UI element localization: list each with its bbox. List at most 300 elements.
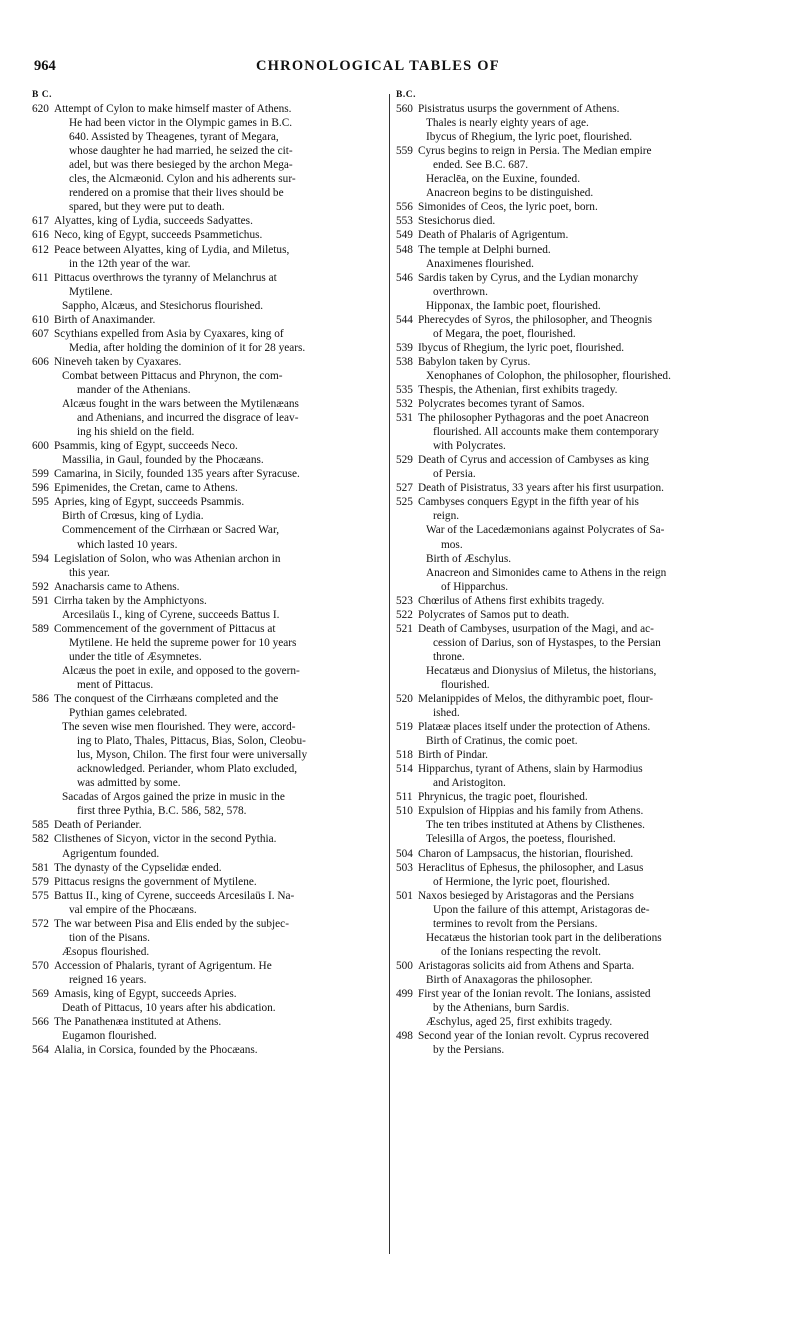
entry-line: First year of the Ionian revolt. The Ionians, assisted bbox=[418, 988, 651, 1000]
entry-line: Media, after holding the dominion of it for 28 years. bbox=[69, 341, 306, 354]
entry-year: 559 bbox=[396, 145, 413, 158]
chronology-entry bbox=[396, 973, 762, 987]
chronology-entry bbox=[32, 313, 388, 327]
page-number: 964 bbox=[34, 58, 56, 74]
chronology-entry bbox=[396, 481, 762, 495]
chronology-entry bbox=[32, 495, 388, 509]
chronology-entry bbox=[32, 917, 388, 945]
entry-text bbox=[418, 355, 762, 369]
entry-text bbox=[418, 228, 762, 242]
entry-text bbox=[54, 720, 388, 790]
entry-line: Anacreon and Simonides came to Athens in the reign bbox=[426, 566, 667, 579]
entry-text bbox=[54, 1043, 388, 1057]
chronology-entry bbox=[396, 664, 762, 692]
entry-line: Sardis taken by Cyrus, and the Lydian monarchy bbox=[418, 271, 639, 284]
chronology-entry bbox=[396, 172, 762, 186]
entry-year: 607 bbox=[32, 327, 49, 340]
chronology-entry bbox=[396, 102, 762, 116]
entry-text bbox=[54, 945, 388, 959]
entry-text bbox=[418, 200, 762, 214]
entry-text bbox=[418, 889, 762, 931]
chronology-entry bbox=[32, 664, 388, 692]
chronology-entry bbox=[396, 1015, 762, 1029]
chronology-entry bbox=[32, 1029, 388, 1043]
entry-text bbox=[54, 594, 388, 608]
chronology-entry bbox=[32, 720, 388, 790]
chronology-entry bbox=[32, 369, 388, 397]
entry-line: Aristagoras solicits aid from Athens and Sparta. bbox=[418, 959, 635, 972]
chronology-entry bbox=[32, 945, 388, 959]
entry-year: 564 bbox=[32, 1044, 49, 1057]
entry-year: 500 bbox=[396, 959, 413, 972]
entry-line: Naxos besieged by Aristagoras and the Persians bbox=[418, 889, 634, 902]
entry-line: Polycrates of Samos put to death. bbox=[418, 608, 570, 621]
entry-year bbox=[396, 931, 418, 959]
entry-year bbox=[396, 130, 418, 144]
entry-text bbox=[418, 664, 762, 692]
entry-line: Expulsion of Hippias and his family from Athens. bbox=[418, 805, 644, 818]
entry-line: Alcæus fought in the wars between the Mytilenæans bbox=[62, 398, 299, 411]
chronology-entry bbox=[32, 552, 388, 580]
entry-year: 595 bbox=[32, 496, 49, 509]
entry-year: 535 bbox=[396, 383, 413, 396]
entry-line: Pythian games celebrated. bbox=[69, 707, 188, 720]
entry-text bbox=[54, 692, 388, 720]
chronology-entry bbox=[32, 847, 388, 861]
chronology-entry bbox=[32, 397, 388, 439]
entry-line: Commencement of the government of Pittacus at bbox=[54, 622, 276, 635]
chronology-entry bbox=[396, 566, 762, 594]
entry-text bbox=[418, 720, 762, 734]
entry-text bbox=[54, 243, 388, 271]
entry-text bbox=[418, 299, 762, 313]
chronology-entry bbox=[32, 959, 388, 987]
entry-text bbox=[418, 959, 762, 973]
chronology-entry bbox=[396, 790, 762, 804]
entry-text bbox=[418, 186, 762, 200]
entry-line: Birth of Cratinus, the comic poet. bbox=[426, 735, 578, 748]
entry-line: Birth of Anaxagoras the philosopher. bbox=[426, 973, 593, 986]
entry-line: first three Pythia, B.C. 586, 582, 578. bbox=[77, 805, 247, 818]
chronology-entry bbox=[32, 271, 388, 299]
entry-year: 572 bbox=[32, 917, 49, 930]
entry-text bbox=[418, 257, 762, 271]
entry-year: 523 bbox=[396, 594, 413, 607]
entry-line: Clisthenes of Sicyon, victor in the second Pythia. bbox=[54, 833, 277, 846]
chronology-entry bbox=[396, 369, 762, 383]
chronology-entry bbox=[396, 523, 762, 551]
entry-year: 521 bbox=[396, 622, 413, 635]
entry-year: 579 bbox=[32, 875, 49, 888]
entry-line: The seven wise men flourished. They were, accord- bbox=[62, 721, 296, 734]
entry-text bbox=[54, 818, 388, 832]
entry-line: Neco, king of Egypt, succeeds Psammetichus. bbox=[54, 229, 263, 242]
entry-year bbox=[32, 509, 54, 523]
entry-year bbox=[396, 566, 418, 594]
chronology-entry bbox=[32, 243, 388, 271]
entry-line: Attempt of Cylon to make himself master of Athens. bbox=[54, 103, 292, 116]
entry-line: overthrown. bbox=[433, 285, 488, 298]
chronology-entry bbox=[32, 1015, 388, 1029]
chronology-entry bbox=[396, 832, 762, 846]
entry-year: 594 bbox=[32, 552, 49, 565]
chronology-entry bbox=[396, 243, 762, 257]
entry-text bbox=[54, 552, 388, 580]
entry-text bbox=[54, 313, 388, 327]
entry-line: with Polycrates. bbox=[433, 440, 506, 453]
entry-line: Ibycus of Rhegium, the lyric poet, flourished. bbox=[426, 131, 633, 144]
chronology-entry bbox=[396, 116, 762, 130]
entry-line: Thespis, the Athenian, first exhibits tragedy. bbox=[418, 383, 618, 396]
entry-line: of Persia. bbox=[433, 468, 476, 481]
entry-text bbox=[54, 397, 388, 439]
entry-year bbox=[396, 523, 418, 551]
entry-line: Polycrates becomes tyrant of Samos. bbox=[418, 398, 585, 411]
entry-line: Camarina, in Sicily, founded 135 years after Syracuse. bbox=[54, 468, 300, 481]
chronology-entry bbox=[32, 327, 388, 355]
entry-text bbox=[54, 847, 388, 861]
entry-year: 499 bbox=[396, 988, 413, 1000]
entry-line: val empire of the Phocæans. bbox=[69, 903, 197, 916]
chronology-entry bbox=[396, 762, 762, 790]
entry-year: 591 bbox=[32, 594, 49, 607]
entry-year: 520 bbox=[396, 693, 413, 706]
chronology-entry bbox=[396, 271, 762, 299]
entry-year: 527 bbox=[396, 482, 413, 495]
entry-line: mander of the Athenians. bbox=[77, 383, 191, 396]
entry-year: 606 bbox=[32, 355, 49, 368]
entry-line: Birth of Anaximander. bbox=[54, 313, 156, 326]
entry-line: Hecatæus the historian took part in the deliberations bbox=[426, 931, 662, 944]
chronology-entry bbox=[396, 692, 762, 720]
entry-text bbox=[54, 495, 388, 509]
entry-text bbox=[54, 214, 388, 228]
chronology-entry bbox=[396, 228, 762, 242]
entry-year: 570 bbox=[32, 959, 49, 972]
entry-line: under the title of Æsymnetes. bbox=[69, 650, 202, 663]
entry-text bbox=[54, 271, 388, 299]
entry-line: reigned 16 years. bbox=[69, 973, 147, 986]
chronology-entry bbox=[32, 692, 388, 720]
entry-text bbox=[418, 383, 762, 397]
chronology-entry bbox=[396, 861, 762, 889]
entry-line: Heraclitus of Ephesus, the philosopher, and Lasus bbox=[418, 861, 644, 874]
entry-line: The philosopher Pythagoras and the poet Anacreon bbox=[418, 412, 649, 425]
chronology-entry bbox=[396, 959, 762, 973]
entry-line: ing to Plato, Thales, Pittacus, Bias, Solon, Cleobu- bbox=[77, 735, 306, 748]
entry-line: was admitted by some. bbox=[77, 777, 181, 790]
entry-line: and Aristogiton. bbox=[433, 777, 506, 790]
entry-year: 503 bbox=[396, 861, 413, 874]
entry-line: Anacharsis came to Athens. bbox=[54, 580, 180, 593]
entry-line: The conquest of the Cirrhæans completed and the bbox=[54, 693, 279, 706]
entry-text bbox=[54, 228, 388, 242]
entry-year: 592 bbox=[32, 580, 49, 593]
entry-line: reign. bbox=[433, 510, 460, 523]
entry-text bbox=[418, 931, 762, 959]
chronology-entry bbox=[396, 397, 762, 411]
entry-text bbox=[418, 313, 762, 341]
chronology-entry bbox=[396, 622, 762, 664]
entry-year: 510 bbox=[396, 805, 413, 818]
entry-line: Anaximenes flourished. bbox=[426, 257, 534, 270]
entry-text bbox=[418, 762, 762, 790]
entry-line: Pittacus overthrows the tyranny of Melanchrus at bbox=[54, 271, 277, 284]
entry-year: 553 bbox=[396, 215, 413, 228]
entry-line: Alalia, in Corsica, founded by the Phocæans. bbox=[54, 1044, 258, 1057]
entry-text bbox=[54, 369, 388, 397]
entry-line: Combat between Pittacus and Phrynon, the com- bbox=[62, 369, 283, 382]
entry-line: Thales is nearly eighty years of age. bbox=[426, 117, 589, 130]
entry-text bbox=[54, 102, 388, 214]
entry-line: whose daughter he had married, he seized the cit- bbox=[69, 145, 293, 158]
chronology-entry bbox=[32, 987, 388, 1001]
chronology-entry bbox=[32, 228, 388, 242]
entry-text bbox=[418, 411, 762, 453]
chronology-entry bbox=[396, 186, 762, 200]
entry-year: 504 bbox=[396, 847, 413, 860]
entry-text bbox=[54, 327, 388, 355]
right-column bbox=[396, 88, 762, 1057]
entry-line: and Athenians, and incurred the disgrace of leav- bbox=[77, 412, 299, 425]
entry-text bbox=[418, 243, 762, 257]
chronology-entry bbox=[396, 987, 762, 1015]
entry-line: Alcæus the poet in exile, and opposed to the govern- bbox=[62, 664, 300, 677]
entry-text bbox=[418, 734, 762, 748]
entry-line: The ten tribes instituted at Athens by Clisthenes. bbox=[426, 819, 646, 832]
chronology-entry bbox=[32, 861, 388, 875]
entry-line: Pittacus resigns the government of Mytilene. bbox=[54, 875, 257, 888]
page-header bbox=[0, 58, 800, 80]
entry-year bbox=[396, 734, 418, 748]
entry-year bbox=[396, 818, 418, 832]
entry-year bbox=[396, 973, 418, 987]
chronology-entry bbox=[32, 818, 388, 832]
entry-text bbox=[418, 523, 762, 551]
entry-year: 514 bbox=[396, 763, 413, 776]
entry-year bbox=[396, 299, 418, 313]
entry-line: Death of Periander. bbox=[54, 819, 142, 832]
entry-year: 585 bbox=[32, 819, 49, 832]
entry-text bbox=[54, 1029, 388, 1043]
entry-text bbox=[418, 594, 762, 608]
entry-line: Epimenides, the Cretan, came to Athens. bbox=[54, 482, 238, 495]
entry-text bbox=[418, 453, 762, 481]
entry-line: Peace between Alyattes, king of Lydia, and Miletus, bbox=[54, 243, 290, 256]
entry-line: Death of Cyrus and accession of Cambyses as king bbox=[418, 454, 649, 467]
bc-label: B.C. bbox=[396, 90, 416, 100]
entry-line: ended. See B.C. 687. bbox=[433, 159, 529, 172]
chronology-entry bbox=[396, 931, 762, 959]
entry-line: Death of Pisistratus, 33 years after his first usurpation. bbox=[418, 482, 664, 495]
entry-year bbox=[396, 186, 418, 200]
chronology-entry bbox=[396, 299, 762, 313]
entry-text bbox=[418, 1015, 762, 1029]
entry-text bbox=[418, 847, 762, 861]
entry-line: He had been victor in the Olympic games in B.C. bbox=[69, 117, 293, 130]
entry-year: 531 bbox=[396, 412, 413, 425]
entry-text bbox=[418, 271, 762, 299]
chronology-entry bbox=[396, 552, 762, 566]
entry-year bbox=[32, 453, 54, 467]
entry-text bbox=[418, 481, 762, 495]
entry-line: spared, but they were put to death. bbox=[69, 201, 225, 214]
entry-year bbox=[396, 172, 418, 186]
entry-line: Pisistratus usurps the government of Athens. bbox=[418, 103, 620, 116]
entry-text bbox=[418, 622, 762, 664]
chronology-entry bbox=[32, 355, 388, 369]
entry-year bbox=[396, 1015, 418, 1029]
entry-text bbox=[418, 608, 762, 622]
entry-line: Birth of Æschylus. bbox=[426, 552, 512, 565]
entry-line: Massilia, in Gaul, founded by the Phocæans. bbox=[62, 454, 264, 467]
entry-year: 525 bbox=[396, 496, 413, 509]
entry-year: 548 bbox=[396, 243, 413, 256]
entry-line: Death of Pittacus, 10 years after his abdication. bbox=[62, 1002, 276, 1015]
chronology-entry bbox=[32, 481, 388, 495]
entry-year: 575 bbox=[32, 889, 49, 902]
entry-year: 586 bbox=[32, 693, 49, 706]
entry-text bbox=[54, 523, 388, 551]
entry-year bbox=[396, 552, 418, 566]
entry-year: 556 bbox=[396, 201, 413, 214]
column-divider bbox=[389, 94, 390, 1254]
entry-year: 596 bbox=[32, 482, 49, 495]
entry-line: Simonides of Ceos, the lyric poet, born. bbox=[418, 201, 598, 214]
chronology-entry bbox=[396, 257, 762, 271]
chronology-entry bbox=[32, 299, 388, 313]
entry-year: 617 bbox=[32, 215, 49, 228]
chronology-entry bbox=[396, 355, 762, 369]
chronology-entry bbox=[32, 467, 388, 481]
chronology-entry bbox=[396, 847, 762, 861]
entry-line: The dynasty of the Cypselidæ ended. bbox=[54, 861, 222, 874]
entry-line: The Panathenæa instituted at Athens. bbox=[54, 1016, 222, 1029]
entry-line: The war between Pisa and Elis ended by the subjec- bbox=[54, 917, 289, 930]
entry-text bbox=[418, 748, 762, 762]
chronology-entry bbox=[32, 509, 388, 523]
entry-year: 532 bbox=[396, 398, 413, 411]
entry-line: ment of Pittacus. bbox=[77, 678, 154, 691]
entry-year bbox=[32, 1001, 54, 1015]
entry-line: Accession of Phalaris, tyrant of Agrigentum. He bbox=[54, 959, 272, 972]
entry-line: Platææ places itself under the protection of Athens. bbox=[418, 721, 651, 734]
entry-line: Æschylus, aged 25, first exhibits tragedy. bbox=[426, 1016, 613, 1029]
chronology-entry bbox=[396, 453, 762, 481]
entry-text bbox=[54, 608, 388, 622]
chronology-entry bbox=[32, 214, 388, 228]
chronology-entry bbox=[396, 608, 762, 622]
chronology-entry bbox=[396, 200, 762, 214]
entry-text bbox=[418, 102, 762, 116]
entry-line: by the Persians. bbox=[433, 1044, 505, 1057]
entry-text bbox=[54, 622, 388, 664]
entry-text bbox=[418, 692, 762, 720]
entry-line: Hipponax, the Iambic poet, flourished. bbox=[426, 299, 601, 312]
entry-text bbox=[418, 341, 762, 355]
entry-line: Ibycus of Rhegium, the lyric poet, flourished. bbox=[418, 341, 625, 354]
entry-year: 519 bbox=[396, 721, 413, 734]
entry-text bbox=[54, 790, 388, 818]
entry-text bbox=[54, 355, 388, 369]
entry-year bbox=[32, 847, 54, 861]
chronology-entry bbox=[396, 734, 762, 748]
entry-line: Legislation of Solon, who was Athenian archon in bbox=[54, 552, 281, 565]
entry-text bbox=[418, 144, 762, 172]
chronology-entry bbox=[396, 130, 762, 144]
chronology-entry bbox=[32, 594, 388, 608]
entry-text bbox=[418, 790, 762, 804]
entry-line: The temple at Delphi burned. bbox=[418, 243, 551, 256]
entry-line: of Hermione, the lyric poet, flourished. bbox=[433, 875, 610, 888]
entry-year: 539 bbox=[396, 341, 413, 354]
entry-year: 610 bbox=[32, 313, 49, 326]
chronology-entry bbox=[32, 832, 388, 846]
entry-text bbox=[54, 467, 388, 481]
entry-line: Pherecydes of Syros, the philosopher, and Theognis bbox=[418, 313, 653, 326]
entry-year bbox=[32, 369, 54, 397]
entry-year: 549 bbox=[396, 229, 413, 242]
entry-line: termines to revolt from the Persians. bbox=[433, 917, 598, 930]
entry-line: Melanippides of Melos, the dithyrambic poet, flour- bbox=[418, 693, 654, 706]
entry-year bbox=[396, 116, 418, 130]
entry-year bbox=[32, 299, 54, 313]
entry-text bbox=[418, 818, 762, 832]
entry-line: acknowledged. Periander, whom Plato excluded, bbox=[77, 763, 298, 776]
entry-text bbox=[418, 397, 762, 411]
entry-line: adel, but was there besieged by the archon Mega- bbox=[69, 159, 293, 172]
chronology-entry bbox=[396, 889, 762, 931]
entry-line: throne. bbox=[433, 650, 465, 663]
entry-text bbox=[54, 875, 388, 889]
entry-line: flourished. bbox=[441, 678, 490, 691]
entry-line: Charon of Lampsacus, the historian, flourished. bbox=[418, 847, 634, 860]
entry-year bbox=[396, 257, 418, 271]
entry-line: Xenophanes of Colophon, the philosopher, flourished. bbox=[426, 369, 671, 382]
entry-year bbox=[32, 720, 54, 790]
entry-line: Apries, king of Egypt, succeeds Psammis. bbox=[54, 496, 245, 509]
chronology-entry bbox=[32, 790, 388, 818]
entry-text bbox=[54, 917, 388, 945]
entry-text bbox=[418, 116, 762, 130]
chronology-entry bbox=[396, 594, 762, 608]
chronology-entry bbox=[32, 453, 388, 467]
entry-line: Sacadas of Argos gained the prize in music in the bbox=[62, 791, 285, 804]
entry-year: 612 bbox=[32, 243, 49, 256]
entry-line: in the 12th year of the war. bbox=[69, 257, 191, 270]
chronology-entry bbox=[32, 889, 388, 917]
entry-line: of the Ionians respecting the revolt. bbox=[441, 945, 601, 958]
entry-year bbox=[32, 523, 54, 551]
entry-text bbox=[418, 172, 762, 186]
entry-line: 640. Assisted by Theagenes, tyrant of Megara, bbox=[69, 131, 279, 144]
entry-text bbox=[54, 580, 388, 594]
entry-line: Eugamon flourished. bbox=[62, 1030, 157, 1043]
entry-line: ished. bbox=[433, 707, 460, 720]
entry-text bbox=[54, 889, 388, 917]
entry-text bbox=[418, 130, 762, 144]
entry-line: Scythians expelled from Asia by Cyaxares, king of bbox=[54, 327, 284, 340]
chronology-entry bbox=[396, 495, 762, 523]
entry-text bbox=[418, 987, 762, 1015]
entry-year: 620 bbox=[32, 103, 49, 116]
entry-line: Amasis, king of Egypt, succeeds Apries. bbox=[54, 988, 237, 1000]
entry-text bbox=[418, 369, 762, 383]
entry-line: Hipparchus, tyrant of Athens, slain by Harmodius bbox=[418, 763, 643, 776]
chronology-entry bbox=[396, 748, 762, 762]
entry-line: this year. bbox=[69, 566, 110, 579]
entry-line: Death of Cambyses, usurpation of the Magi, and ac- bbox=[418, 622, 654, 635]
